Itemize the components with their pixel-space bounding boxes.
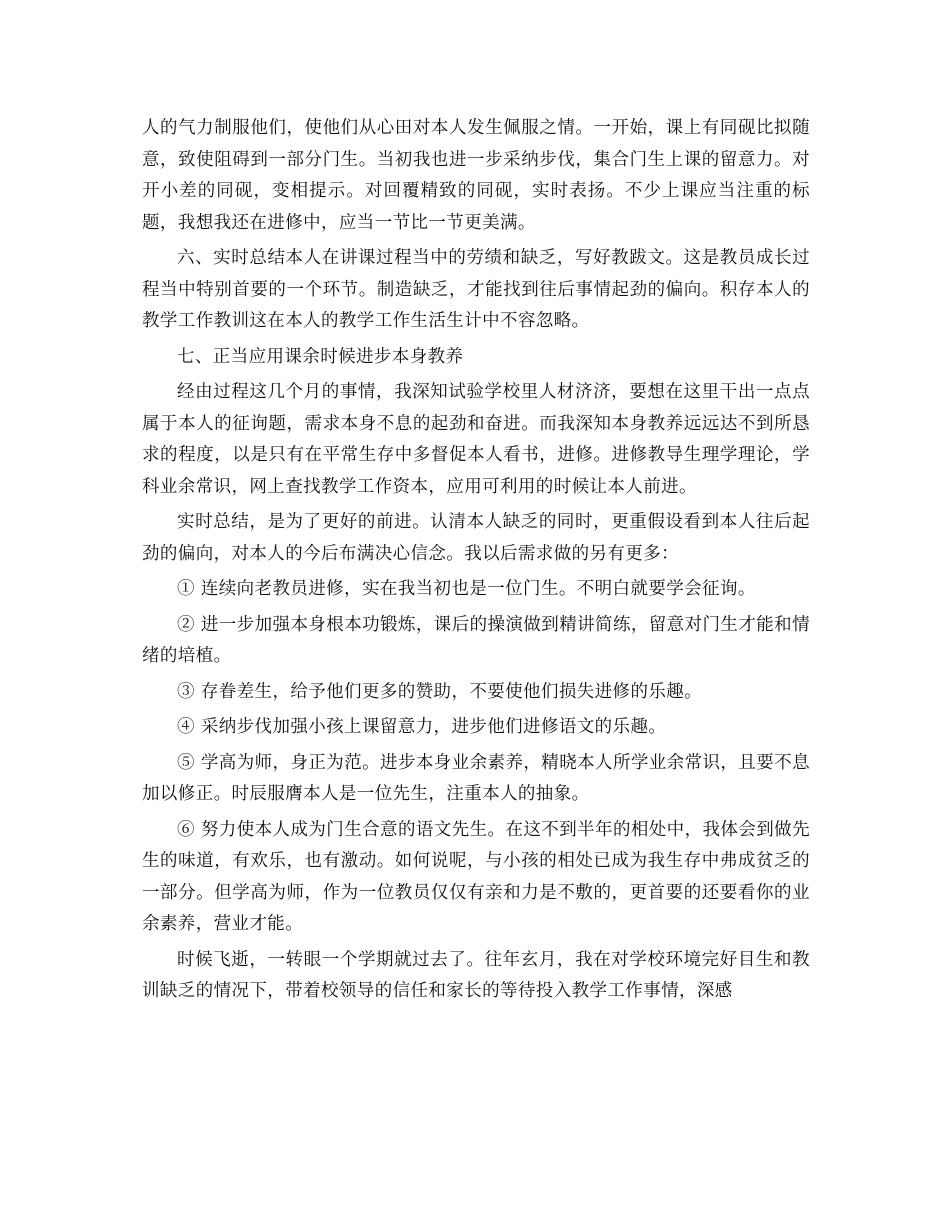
paragraph-1: 人的气力制服他们，使他们从心田对本人发生佩服之情。一开始，课上有同砚比拟随意，致使阻碍到一部分门生。当初我也进一步采纳步伐，集合门生上课的留意力。对开小差的同砚，变相提示。对回覆精致的同砚，实时表扬。不少上课应当注重的标题，我想我还在进修中，应当一节比一节更美满。	[142, 118, 810, 233]
list-item-6: ⑥ 努力使本人成为门生合意的语文先生。在这不到半年的相处中，我体会到做先生的味道，有欢乐，也有激动。如何说呢，与小孩的相处已成为我生存中弗成贫乏的一部分。但学高为师，作为一位教员仅仅有亲和力是不敷的，更首要的还要看你的业余素养，营业才能。	[142, 819, 810, 934]
list-item-4: ④ 采纳步伐加强小孩上课留意力，进步他们进修语文的乐趣。	[177, 717, 667, 737]
list-item-3: ③ 存眷差生，给予他们更多的赞助，不要使他们损失进修的乐趣。	[177, 681, 703, 702]
list-item-5: ⑤ 学高为师，身正为范。进步本身业余素养，精晓本人所学业余常识，且要不息加以修正。时辰服膺本人是一位先生，注重本人的抽象。	[142, 752, 810, 804]
paragraph-2: 六、实时总结本人在讲课过程当中的劳绩和缺乏，写好教跋文。这是教员成长过程当中特别首要的一个环节。制造缺乏，才能找到往后事情起劲的偏向。积存本人的教学工作教训这在本人的教学工作生活生计中不容忽略。	[142, 248, 810, 331]
section-heading-7: 七、正当应用课余时候进步本身教养	[177, 346, 464, 367]
list-item-1: ① 连续向老教员进修，实在我当初也是一位门生。不明白就要学会征询。	[177, 579, 756, 599]
document-body	[142, 113, 810, 1012]
paragraph-3: 经由过程这几个月的事情，我深知试验学校里人材济济，要想在这里干出一点点属于本人的征询题，需求本身不息的起劲和奋进。而我深知本身教养远远达不到所恳求的程度，以是只有在平常生存中多督促本人看书，进修。进修教导生理学理论，学科业余常识，网上查找教学工作资本，应用可利用的时候让本人前进。	[142, 382, 810, 497]
list-item-2: ② 进一步加强本身根本功锻炼，课后的操演做到精讲简练，留意对门生才能和情绪的培植。	[142, 614, 810, 666]
paragraph-4: 实时总结，是为了更好的前进。认清本人缺乏的同时，更重假设看到本人往后起劲的偏向，对本人的今后布满决心信念。我以后需求做的另有更多：	[142, 512, 810, 564]
paragraph-5: 时候飞逝，一转眼一个学期就过去了。往年玄月，我在对学校环境完好目生和教训缺乏的情况下，带着校领导的信任和家长的等待投入教学工作事情，深感	[142, 949, 810, 1001]
